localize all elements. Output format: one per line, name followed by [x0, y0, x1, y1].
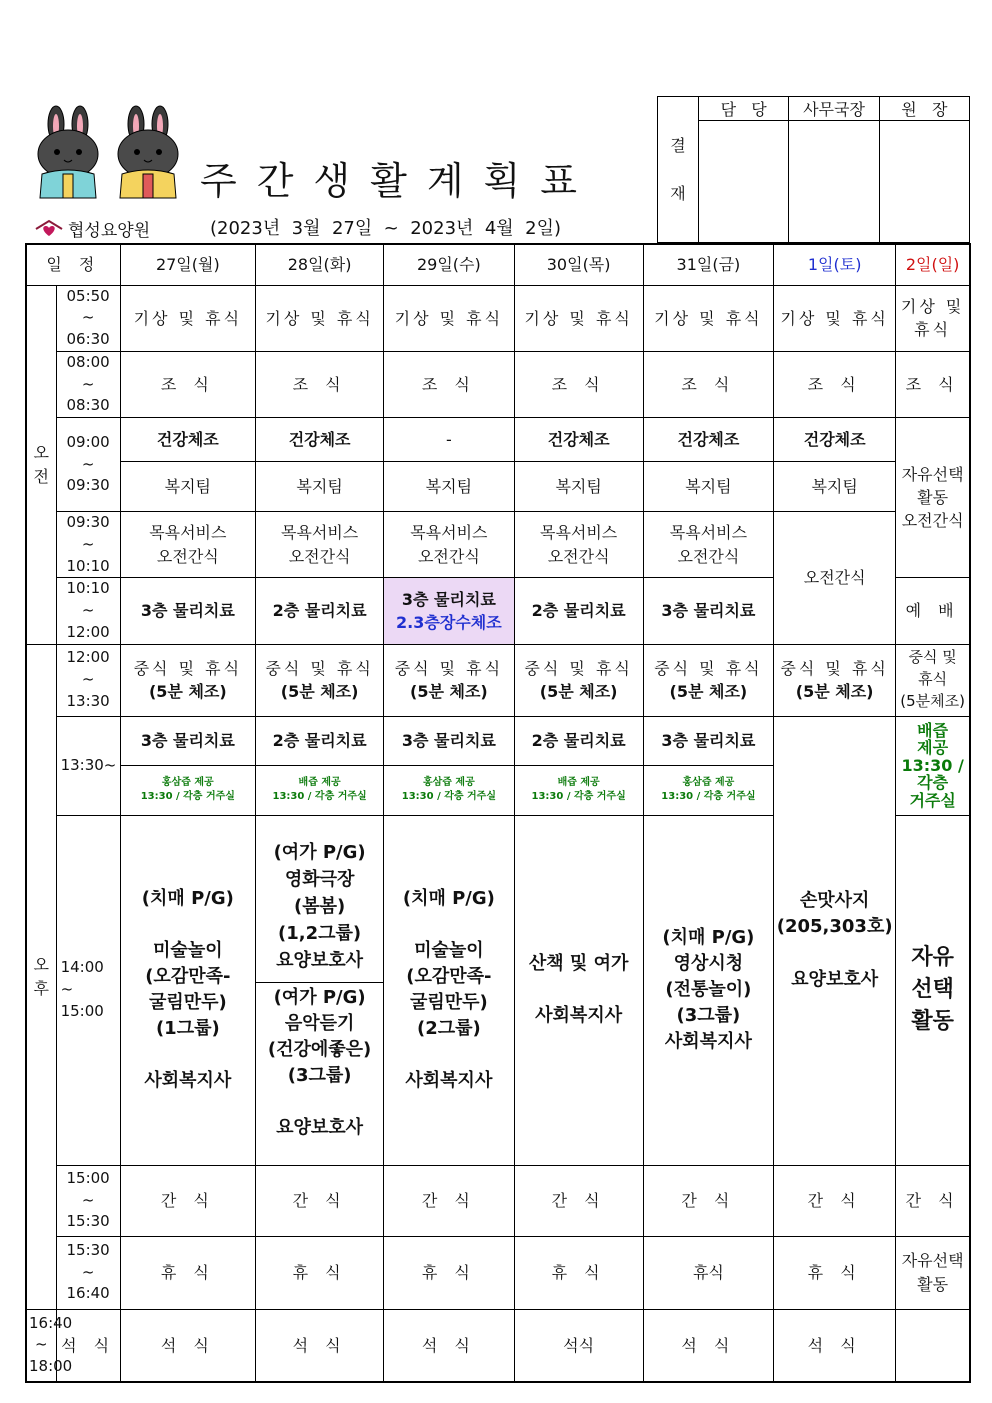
table-row — [26, 418, 970, 462]
juice-cell — [643, 765, 773, 815]
time-cell: 15:30 ~ 16:40 — [56, 1236, 120, 1309]
schedule-cell: 2층 물리치료 — [255, 716, 383, 765]
schedule-cell — [643, 644, 773, 716]
schedule-cell: 복지팀 — [774, 462, 896, 512]
organization — [34, 216, 150, 241]
schedule-cell: 복지팀 — [120, 462, 255, 512]
page-title: 주간생활계획표 — [200, 159, 597, 203]
schedule-cell: 간 식 — [120, 1165, 255, 1236]
schedule-cell: 석 식 — [643, 1309, 773, 1382]
cell-line: 13:30 / 각층 거주실 — [140, 791, 235, 802]
time-cell: 12:00 ~ 13:30 — [56, 644, 120, 716]
schedule-cell: 석 식 — [120, 1309, 255, 1382]
cell-line: 오전간식 — [288, 546, 351, 566]
organization-name: 협성요양원 — [68, 221, 151, 241]
schedule-cell — [643, 512, 773, 578]
schedule-cell: 건강체조 — [643, 418, 773, 462]
table-row — [26, 716, 970, 765]
day-header: 31일(금) — [643, 244, 773, 285]
schedule-cell: 2층 물리치료 — [514, 716, 643, 765]
cell-line: 2.3층장수체조 — [396, 612, 502, 632]
corner-label: 일 정 — [26, 244, 120, 285]
day-header: 27일(월) — [120, 244, 255, 285]
schedule-cell: 3층 물리치료 — [384, 716, 514, 765]
schedule-cell: 기상 및 휴식 — [255, 285, 383, 351]
cell-line: 오전간식 — [547, 546, 610, 566]
schedule-cell: - — [384, 418, 514, 462]
juice-cell — [384, 765, 514, 815]
cell-line: 목욕서비스 — [280, 523, 359, 543]
cell-line: (5분 체조) — [148, 682, 227, 701]
schedule-cell — [120, 512, 255, 578]
table-row — [26, 1236, 970, 1309]
schedule-cell: 복지팀 — [384, 462, 514, 512]
schedule-cell-highlight — [384, 578, 514, 644]
schedule-cell: 3층 물리치료 — [120, 716, 255, 765]
table-row — [26, 462, 970, 512]
approval-label-bottom: 재 — [670, 183, 686, 203]
juice-cell — [120, 765, 255, 815]
schedule-cell: 오전간식 — [774, 512, 896, 645]
program-cell-split — [255, 815, 383, 1165]
schedule-cell: 조 식 — [896, 351, 970, 417]
schedule-cell: 중식 및 휴식 (5분체조) — [896, 644, 970, 716]
schedule-cell: 휴 식 — [255, 1236, 383, 1309]
program-cell: 산책 및 여가 사회복지사 — [514, 815, 643, 1165]
schedule-cell — [255, 644, 383, 716]
schedule-cell: 기상 및 휴식 — [514, 285, 643, 351]
schedule-period: (2023년 3월 27일 ~ 2023년 4월 2일) — [210, 218, 561, 239]
cell-line: 중식 및 휴식 — [524, 658, 633, 678]
approval-label-top: 결 — [670, 135, 686, 155]
table-row — [26, 1165, 970, 1236]
program-cell: 자유 선택 활동 — [896, 815, 970, 1165]
weekly-schedule-table — [25, 243, 971, 1383]
period-pm: 오 후 — [26, 644, 56, 1309]
cell-line: 목욕서비스 — [410, 523, 488, 543]
schedule-cell: 복지팀 — [255, 462, 383, 512]
schedule-cell: 건강체조 — [774, 418, 896, 462]
schedule-cell: 기상 및 휴식 — [774, 285, 896, 351]
cell-line: 오전간식 — [417, 546, 480, 566]
schedule-cell: 예 배 — [896, 578, 970, 644]
schedule-cell: 조 식 — [643, 351, 773, 417]
schedule-cell — [514, 644, 643, 716]
schedule-cell: 3층 물리치료 — [643, 578, 773, 644]
schedule-cell: 석 식 — [774, 1309, 896, 1382]
cell-line: (5분 체조) — [795, 682, 874, 701]
table-row — [26, 512, 970, 578]
schedule-cell: 3층 물리치료 — [643, 716, 773, 765]
approval-role-staff: 담 당 — [699, 97, 789, 121]
time-cell: 13:30~ — [56, 716, 120, 815]
cell-line: 홍삼즙 제공 — [422, 776, 475, 788]
cell-line: 중식 및 휴식 — [654, 658, 763, 678]
schedule-cell: 간 식 — [643, 1165, 773, 1236]
approval-sign-secretary[interactable] — [789, 121, 879, 243]
program-cell: (치매 P/G) 미술놀이 (오감만족- 굴림만두) (2그룹) 사회복지사 — [384, 815, 514, 1165]
schedule-cell: 간 식 — [384, 1165, 514, 1236]
schedule-cell: 복지팀 — [643, 462, 773, 512]
schedule-cell: 자유선택 활동 오전간식 — [896, 418, 970, 578]
cell-line: (5분 체조) — [280, 682, 359, 701]
table-row — [26, 351, 970, 417]
schedule-cell: 조 식 — [384, 351, 514, 417]
schedule-cell — [384, 512, 514, 578]
schedule-cell: 2층 물리치료 — [255, 578, 383, 644]
schedule-cell: 조 식 — [514, 351, 643, 417]
cell-line: 목욕서비스 — [149, 523, 227, 543]
approval-sign-director[interactable] — [879, 121, 969, 243]
schedule-cell: 자유선택 활동 — [896, 1236, 970, 1309]
bunny-illustration-left — [30, 104, 110, 204]
time-cell: 08:00 ~ 08:30 — [56, 351, 120, 417]
time-cell: 10:10 ~ 12:00 — [56, 578, 120, 644]
period-am: 오 전 — [26, 285, 56, 644]
approval-role-secretary: 사무국장 — [789, 97, 879, 121]
schedule-cell — [120, 644, 255, 716]
time-cell: 15:00 ~ 15:30 — [56, 1165, 120, 1236]
schedule-cell: 기상 및 휴식 — [896, 285, 970, 351]
cell-line: 13:30 / 각층 거주실 — [661, 791, 756, 802]
time-cell: 09:00 ~ 09:30 — [56, 418, 120, 512]
time-cell: 16:40 ~ 18:00 — [26, 1309, 56, 1382]
cell-line: 배즙 제공 — [298, 776, 341, 788]
cell-line: (5분 체조) — [669, 682, 748, 701]
schedule-cell — [255, 512, 383, 578]
schedule-cell: 건강체조 — [255, 418, 383, 462]
approval-sign-staff[interactable] — [699, 121, 789, 243]
bunny-illustration-right — [110, 104, 190, 204]
day-header-saturday: 1일(토) — [774, 244, 896, 285]
house-heart-icon — [34, 219, 64, 239]
schedule-cell: 휴 식 — [774, 1236, 896, 1309]
program-cell: (치매 P/G) 영상시청 (전통놀이) (3그룹) 사회복지사 — [643, 815, 773, 1165]
schedule-cell: 조 식 — [120, 351, 255, 417]
schedule-cell: 기상 및 휴식 — [384, 285, 514, 351]
schedule-cell: 석 식 — [384, 1309, 514, 1382]
schedule-cell: 휴 식 — [120, 1236, 255, 1309]
cell-line: (5분 체조) — [539, 682, 618, 701]
schedule-cell: 휴식 — [643, 1236, 773, 1309]
schedule-cell — [514, 512, 643, 578]
schedule-cell — [384, 644, 514, 716]
cell-line: 13:30 / 각층 거주실 — [401, 791, 496, 802]
approval-role-director: 원 장 — [879, 97, 969, 121]
cell-line: 중식 및 휴식 — [780, 658, 889, 678]
time-cell: 05:50 ~ 06:30 — [56, 285, 120, 351]
day-header: 28일(화) — [255, 244, 383, 285]
schedule-cell: 건강체조 — [120, 418, 255, 462]
schedule-cell: 조 식 — [774, 351, 896, 417]
cell-line: 3층 물리치료 — [401, 589, 496, 609]
juice-cell — [514, 765, 643, 815]
schedule-cell: 석 식 — [56, 1309, 120, 1382]
schedule-cell: 조 식 — [255, 351, 383, 417]
cell-line: 홍삼즙 제공 — [682, 776, 735, 788]
cell-line: 13:30 / 각층 거주실 — [272, 791, 367, 802]
cell-line: 목욕서비스 — [539, 523, 618, 543]
time-cell: 14:00 ~ 15:00 — [56, 815, 120, 1165]
day-header: 29일(수) — [384, 244, 514, 285]
cell-line: 13:30 / 각층 거주실 — [531, 791, 626, 802]
cell-line: 중식 및 휴식 — [133, 658, 243, 678]
approval-label — [658, 97, 699, 243]
cell-line: 오전간식 — [156, 546, 219, 566]
cell-line: 중식 및 휴식 — [265, 658, 374, 678]
juice-cell — [255, 765, 383, 815]
schedule-cell: 배즙 제공 13:30 / 각층 거주실 — [896, 716, 970, 815]
table-row — [26, 644, 970, 716]
cell-text: 손맛사지 (205,303호) 요양보호사 — [776, 890, 893, 990]
schedule-cell: 휴 식 — [514, 1236, 643, 1309]
schedule-cell: 석 식 — [255, 1309, 383, 1382]
day-header: 30일(목) — [514, 244, 643, 285]
schedule-cell: 복지팀 — [514, 462, 643, 512]
table-row — [26, 1309, 970, 1382]
schedule-cell: 건강체조 — [514, 418, 643, 462]
schedule-cell: 간 식 — [774, 1165, 896, 1236]
program-part: (여가 P/G) 영화극장 (봄봄) (1,2그룹) 요양보호사 — [256, 839, 383, 983]
cell-line: 중식 및 휴식 — [394, 658, 504, 678]
schedule-cell: 석식 — [514, 1309, 643, 1382]
schedule-cell: 휴 식 — [384, 1236, 514, 1309]
schedule-cell: 기상 및 휴식 — [643, 285, 773, 351]
time-cell: 09:30 ~ 10:10 — [56, 512, 120, 578]
schedule-cell: 2층 물리치료 — [514, 578, 643, 644]
program-cell: (치매 P/G) 미술놀이 (오감만족- 굴림만두) (1그룹) 사회복지사 — [120, 815, 255, 1165]
schedule-cell: 간 식 — [514, 1165, 643, 1236]
cell-line: (5분 체조) — [410, 682, 488, 701]
schedule-cell — [774, 644, 896, 716]
schedule-cell: 간 식 — [896, 1165, 970, 1236]
approval-box — [657, 96, 970, 243]
day-header-sunday: 2일(일) — [896, 244, 970, 285]
schedule-cell: 간 식 — [255, 1165, 383, 1236]
schedule-cell: 기상 및 휴식 — [120, 285, 255, 351]
table-row — [26, 285, 970, 351]
cell-line: 홍삼즙 제공 — [161, 776, 214, 788]
schedule-cell-massage — [774, 716, 896, 1165]
cell-line: 목욕서비스 — [669, 523, 748, 543]
header-row — [26, 244, 970, 285]
schedule-cell: 3층 물리치료 — [120, 578, 255, 644]
program-part: (여가 P/G) 음악듣기 (건강에좋은) (3그룹) 요양보호사 — [267, 986, 372, 1139]
cell-line: 배즙 제공 — [557, 776, 600, 788]
cell-line: 오전간식 — [677, 546, 740, 566]
